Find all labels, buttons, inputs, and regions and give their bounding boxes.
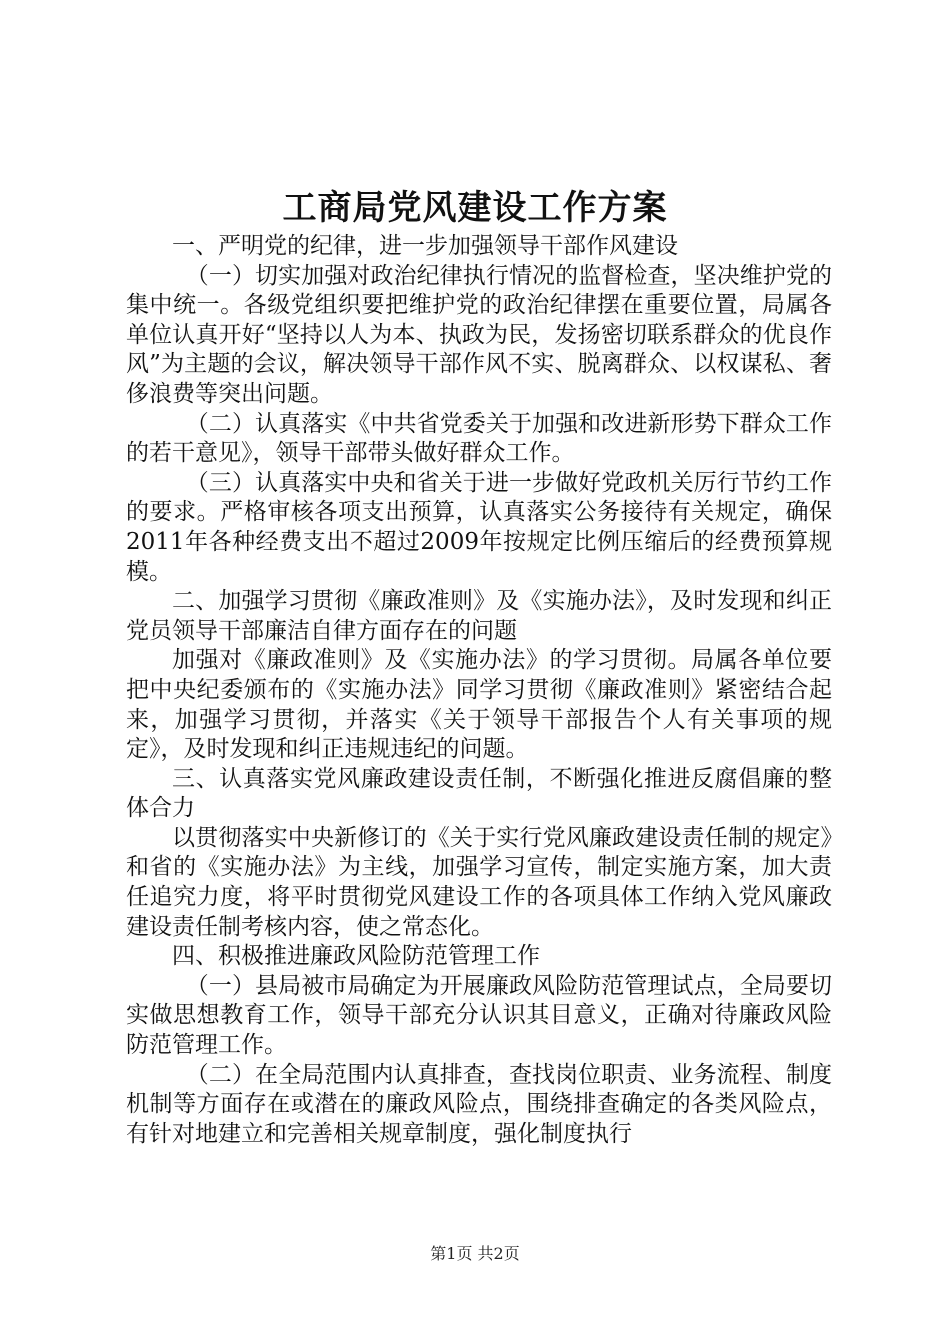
page-number-footer: 第1页 共2页 [430,1244,520,1263]
document-title: 工商局党风建设工作方案 [282,188,668,228]
paragraph-1-1: （一）切实加强对政治纪律执行情况的监督检查，坚决维护党的集中统一。各级党组织要把维护党的政治纪律摆在重要位置，局属各单位认真开好“坚持以人为本、执政为民，发扬密切联系群众的优良作风”为主题的会议，解决领导干部作风不实、脱离群众、以权谋私、奢侈浪费等突出问题。 [126,262,832,407]
section-heading-3: 三、认真落实党风廉政建设责任制，不断强化推进反腐倡廉的整体合力 [126,765,832,822]
paragraph-1-3: （三）认真落实中央和省关于进一步做好党政机关厉行节约工作的要求。严格审核各项支出预算，认真落实公务接待有关规定，确保2011年各种经费支出不超过2009年按规定比例压缩后的经费预算规模。 [126,469,832,585]
paragraph-4-2: （二）在全局范围内认真排查，查找岗位职责、业务流程、制度机制等方面存在或潜在的廉政风险点，围绕排查确定的各类风险点，有针对地建立和完善相关规章制度，强化制度执行 [126,1061,832,1147]
paragraph-1-2: （二）认真落实《中共省党委关于加强和改进新形势下群众工作的若干意见》，领导干部带头做好群众工作。 [126,410,832,467]
section-heading-4: 四、积极推进廉政风险防范管理工作 [172,943,540,970]
paragraph-4-1: （一）县局被市局确定为开展廉政风险防范管理试点，全局要切实做思想教育工作，领导干部充分认识其目意义，正确对待廉政风险防范管理工作。 [126,972,832,1059]
section-heading-1: 一、严明党的纪律，进一步加强领导干部作风建设 [172,233,678,259]
document-body [126,232,832,1149]
paragraph-3: 以贯彻落实中央新修订的《关于实行党风廉政建设责任制的规定》和省的《实施办法》为主线，加强学习宣传，制定实施方案，加大责任追究力度，将平时贯彻党风建设工作的各项具体工作纳入党风廉政建设责任制考核内容，使之常态化。 [126,824,832,940]
paragraph-2: 加强对《廉政准则》及《实施办法》的学习贯彻。局属各单位要把中央纪委颁布的《实施办法》同学习贯彻《廉政准则》紧密结合起来，加强学习贯彻，并落实《关于领导干部报告个人有关事项的规定》，及时发现和纠正违规违纪的问题。 [126,647,832,763]
section-heading-2: 二、加强学习贯彻《廉政准则》及《实施办法》，及时发现和纠正党员领导干部廉洁自律方面存在的问题 [126,588,832,644]
